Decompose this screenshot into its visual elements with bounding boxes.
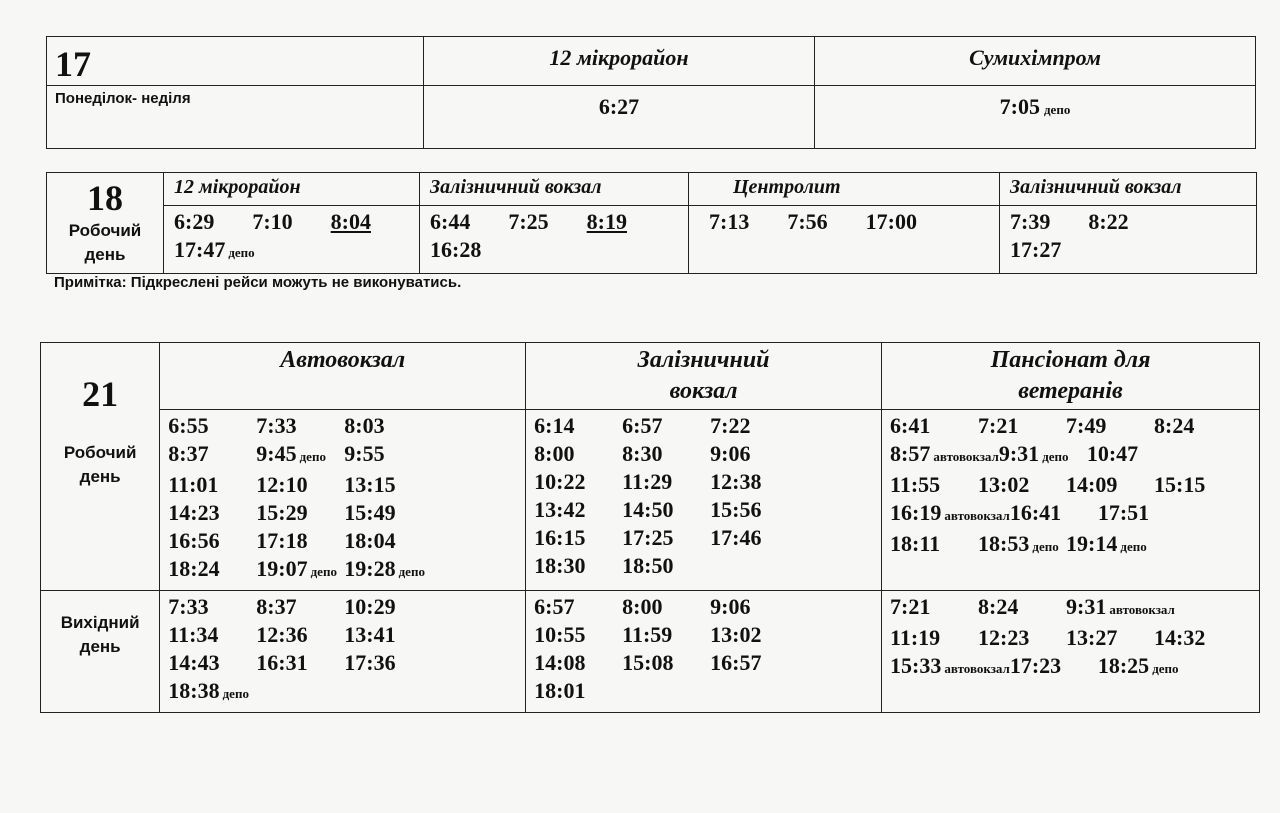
time-value: 6:29	[174, 209, 215, 234]
departure-time	[890, 440, 999, 471]
departure-time	[1154, 412, 1242, 440]
departure-time	[866, 208, 917, 236]
time-value: 19:07	[256, 556, 308, 581]
time-value: 8:03	[344, 413, 385, 438]
time-value: 13:02	[978, 472, 1030, 497]
departure-cell	[815, 86, 1256, 149]
departure-time	[710, 593, 798, 621]
time-value: 9:45	[256, 441, 297, 466]
time-value: 11:59	[622, 622, 673, 647]
time-value: 7:21	[978, 413, 1019, 438]
departure-time	[168, 649, 256, 677]
departure-time	[256, 440, 344, 471]
weekend-line2: день	[79, 637, 121, 656]
departure-time	[534, 412, 622, 440]
departure-time	[622, 412, 710, 440]
departure-time	[534, 524, 622, 552]
time-value: 10:47	[1086, 441, 1139, 466]
time-suffix: депо	[299, 449, 326, 464]
stop-header: Залізничний вокзал	[420, 173, 689, 206]
stop-name-line1: Автовокзал	[280, 347, 406, 373]
stop-name-line2: ветеранів	[1018, 378, 1123, 404]
time-value: 11:34	[168, 622, 219, 647]
time-value: 16:15	[534, 525, 586, 550]
time-value: 17:18	[256, 528, 308, 553]
departure-time	[710, 649, 798, 677]
route-label	[41, 343, 160, 591]
departure-time	[168, 555, 256, 586]
time-value: 17:23	[1009, 653, 1062, 678]
time-value: 9:06	[710, 594, 751, 619]
departure-time	[344, 471, 432, 499]
departure-time	[978, 412, 1066, 440]
times-cell	[689, 206, 1000, 274]
times-cell	[160, 591, 526, 713]
route-17-table	[46, 36, 1256, 149]
departure-time	[256, 499, 344, 527]
time-value: 9:31	[998, 441, 1040, 466]
time-value: 14:09	[1066, 472, 1118, 497]
day-type-line2: день	[84, 245, 126, 264]
departure-time	[534, 677, 622, 705]
times-cell	[882, 410, 1260, 591]
times-cell	[882, 591, 1260, 713]
departure-time	[978, 624, 1066, 652]
departure-time	[256, 593, 344, 621]
departure-time	[168, 677, 256, 708]
time-value: 10:55	[534, 622, 586, 647]
departure-time	[709, 208, 749, 236]
time-value: 13:42	[534, 497, 586, 522]
route-number: 18	[87, 178, 123, 218]
departure-time	[534, 496, 622, 524]
departure-time	[787, 208, 827, 236]
time-suffix: депо	[310, 564, 337, 579]
times-cell	[526, 591, 882, 713]
times-cell	[160, 410, 526, 591]
departure-time	[1154, 471, 1242, 499]
departure-time	[168, 499, 256, 527]
time-value: 14:32	[1154, 625, 1206, 650]
departure-time	[622, 468, 710, 496]
time-value: 17:47	[174, 237, 226, 262]
departure-time	[890, 471, 978, 499]
time-value: 6:44	[430, 209, 471, 234]
time-value: 17:46	[710, 525, 762, 550]
times-cell	[164, 206, 420, 274]
time-value: 16:19	[890, 500, 942, 525]
time-value: 7:33	[168, 594, 209, 619]
time-value: 16:28	[430, 237, 482, 262]
departure-time	[978, 471, 1066, 499]
time-value: 12:23	[978, 625, 1030, 650]
time-value: 10:22	[534, 469, 586, 494]
departure-time	[256, 555, 344, 586]
departure-time	[1066, 624, 1154, 652]
time-value: 9:06	[710, 441, 751, 466]
time-value: 7:10	[252, 209, 293, 234]
time-value: 12:36	[256, 622, 308, 647]
departure-time	[344, 555, 432, 586]
time-value: 15:33	[890, 653, 942, 678]
departure-time	[710, 496, 798, 524]
stop-name-line2: вокзал	[669, 378, 738, 404]
departure-time	[344, 499, 432, 527]
time-value: 8:19	[586, 209, 627, 234]
departure-time	[1010, 208, 1050, 236]
departure-time: 6:27	[598, 94, 640, 119]
time-value: 18:50	[622, 553, 674, 578]
time-value: 6:41	[890, 413, 931, 438]
departure-time	[710, 412, 798, 440]
departure-time	[256, 471, 344, 499]
time-value: 13:15	[344, 472, 396, 497]
time-suffix: депо	[228, 245, 255, 260]
time-value: 18:30	[534, 553, 586, 578]
time-value: 7:39	[1010, 209, 1051, 234]
departure-time	[430, 236, 481, 264]
departure-time	[1098, 652, 1186, 683]
departure-time	[344, 440, 432, 471]
workday-line2: день	[79, 467, 121, 486]
route-21-table	[40, 342, 1260, 713]
departure-time	[256, 412, 344, 440]
time-value: 11:19	[890, 625, 941, 650]
departure-time	[622, 593, 710, 621]
time-suffix: депо	[398, 564, 425, 579]
departure-time	[1066, 471, 1154, 499]
time-value: 18:04	[344, 528, 396, 553]
departure-time	[622, 552, 710, 580]
note: Примітка: Підкреслені рейси можуть не виконуватись.	[54, 274, 462, 291]
departure-time	[168, 527, 256, 555]
route-label	[47, 173, 164, 274]
time-value: 13:02	[710, 622, 762, 647]
time-suffix: автовокзал	[933, 449, 999, 464]
day-type-line1: Робочий	[68, 221, 142, 240]
departure-time	[1154, 624, 1242, 652]
departure-time	[1088, 208, 1128, 236]
departure-time	[710, 468, 798, 496]
time-value: 8:57	[890, 441, 931, 466]
time-value: 18:24	[168, 556, 220, 581]
time-value: 16:57	[710, 650, 762, 675]
departure-time	[710, 524, 798, 552]
departure-time	[256, 527, 344, 555]
time-value: 17:00	[865, 209, 917, 234]
stop-header: Залізничний вокзал	[1000, 173, 1257, 206]
time-value: 8:37	[256, 594, 297, 619]
departure-time	[890, 499, 1010, 530]
time-value: 6:55	[168, 413, 209, 438]
departure-time	[174, 208, 214, 236]
time-value: 7:25	[508, 209, 549, 234]
weekend-line1: Вихідний	[60, 613, 140, 632]
departure-time	[710, 440, 798, 468]
time-value: 8:22	[1088, 209, 1129, 234]
departure-time	[168, 593, 256, 621]
time-value: 15:56	[710, 497, 762, 522]
departure-time	[252, 208, 292, 236]
time-value: 17:25	[622, 525, 674, 550]
service-days: Понеділок- неділя	[47, 86, 424, 149]
time-suffix: депо	[1152, 661, 1179, 676]
stop-header: 12 мікрорайон	[164, 173, 420, 206]
time-value: 15:08	[622, 650, 674, 675]
time-value: 8:30	[622, 441, 663, 466]
departure-time	[622, 621, 710, 649]
departure-time	[508, 208, 548, 236]
departure-time	[587, 208, 627, 236]
time-value: 8:00	[622, 594, 663, 619]
departure-time	[534, 440, 622, 468]
departure-time	[890, 624, 978, 652]
departure-time	[344, 621, 432, 649]
time-value: 13:27	[1066, 625, 1118, 650]
departure-time	[344, 593, 432, 621]
departure-time	[534, 621, 622, 649]
time-value: 13:41	[344, 622, 396, 647]
departure-cell	[424, 86, 815, 149]
departure-time	[978, 530, 1066, 561]
departure-time	[534, 552, 622, 580]
stop-name-line1: Пансіонат для	[990, 347, 1151, 373]
departure-time	[1010, 499, 1098, 530]
departure-time	[1066, 530, 1154, 561]
departure-time	[622, 524, 710, 552]
route-18-table	[46, 172, 1257, 274]
time-value: 7:56	[787, 209, 828, 234]
departure-time	[174, 236, 255, 267]
time-value: 19:28	[344, 556, 396, 581]
time-suffix: депо	[1120, 539, 1147, 554]
departure-time	[256, 621, 344, 649]
departure-time	[622, 649, 710, 677]
departure-time	[1098, 499, 1186, 530]
time-value: 6:57	[534, 594, 575, 619]
departure-time	[534, 468, 622, 496]
departure-time	[256, 649, 344, 677]
departure-time	[331, 208, 371, 236]
departure-time	[168, 412, 256, 440]
departure-time	[344, 649, 432, 677]
time-value: 18:11	[890, 531, 941, 556]
times-cell	[526, 410, 882, 591]
route-number: 17	[47, 37, 424, 86]
stop-header	[882, 343, 1260, 410]
departure-time	[1010, 236, 1061, 264]
departure-time	[168, 471, 256, 499]
time-value: 14:50	[622, 497, 674, 522]
time-suffix: автовокзал	[1109, 602, 1175, 617]
weekend-label	[41, 591, 160, 713]
departure-suffix: депо	[1043, 102, 1071, 117]
time-value: 8:04	[330, 209, 371, 234]
time-value: 11:29	[622, 469, 673, 494]
time-value: 8:00	[534, 441, 575, 466]
times-cell	[1000, 206, 1257, 274]
time-value: 10:29	[344, 594, 396, 619]
departure-time	[890, 530, 978, 561]
time-value: 7:49	[1066, 413, 1107, 438]
time-value: 8:24	[978, 594, 1019, 619]
time-suffix: автовокзал	[944, 508, 1010, 523]
departure-time	[534, 593, 622, 621]
time-value: 18:38	[168, 678, 220, 703]
time-suffix: автовокзал	[944, 661, 1010, 676]
time-value: 14:43	[168, 650, 220, 675]
time-value: 18:25	[1097, 653, 1150, 678]
time-value: 12:38	[710, 469, 762, 494]
time-value: 16:31	[256, 650, 308, 675]
time-suffix: депо	[222, 686, 249, 701]
time-value: 8:24	[1154, 413, 1195, 438]
time-value: 6:14	[534, 413, 575, 438]
time-value: 16:56	[168, 528, 220, 553]
time-value: 8:37	[168, 441, 209, 466]
time-value: 6:57	[622, 413, 663, 438]
stop-header	[160, 343, 526, 410]
departure-time	[710, 621, 798, 649]
time-value: 9:55	[344, 441, 385, 466]
departure-time	[999, 440, 1087, 471]
departure-time	[890, 593, 978, 624]
time-value: 17:36	[344, 650, 396, 675]
departure-time	[978, 593, 1066, 624]
departure-time	[890, 652, 1010, 683]
departure-time	[1087, 440, 1175, 471]
times-cell	[420, 206, 689, 274]
time-value: 15:15	[1154, 472, 1206, 497]
time-value: 17:51	[1097, 500, 1150, 525]
time-suffix: депо	[1042, 449, 1069, 464]
departure-time	[344, 527, 432, 555]
time-value: 14:23	[168, 500, 220, 525]
time-value: 16:41	[1009, 500, 1062, 525]
departure-time	[1066, 412, 1154, 440]
time-value: 18:53	[978, 531, 1030, 556]
stop-header: Центролит	[689, 173, 1000, 206]
time-value: 7:21	[890, 594, 931, 619]
time-value: 12:10	[256, 472, 308, 497]
departure-time	[1066, 593, 1175, 624]
stop-header: Сумихімпром	[815, 37, 1256, 86]
departure-time	[534, 649, 622, 677]
time-value: 11:01	[168, 472, 219, 497]
time-value: 18:01	[534, 678, 586, 703]
route-number: 21	[82, 374, 119, 414]
stop-header	[526, 343, 882, 410]
time-value: 7:13	[709, 209, 750, 234]
stop-header: 12 мікрорайон	[424, 37, 815, 86]
departure-time	[344, 412, 432, 440]
workday-line1: Робочий	[63, 443, 137, 462]
time-value: 19:14	[1066, 531, 1118, 556]
time-value: 14:08	[534, 650, 586, 675]
departure-time	[430, 208, 470, 236]
time-value: 9:31	[1066, 594, 1107, 619]
time-value: 11:55	[890, 472, 941, 497]
stop-name-line1: Залізничний	[637, 347, 770, 373]
time-value: 7:22	[710, 413, 751, 438]
time-value: 15:49	[344, 500, 396, 525]
departure-time	[890, 412, 978, 440]
time-value: 7:33	[256, 413, 297, 438]
time-value: 17:27	[1010, 237, 1062, 262]
departure-time: 7:05	[999, 94, 1040, 119]
time-value: 15:29	[256, 500, 308, 525]
departure-time	[622, 440, 710, 468]
departure-time	[1010, 652, 1098, 683]
departure-time	[168, 440, 256, 471]
departure-time	[622, 496, 710, 524]
departure-time	[168, 621, 256, 649]
time-suffix: депо	[1032, 539, 1059, 554]
